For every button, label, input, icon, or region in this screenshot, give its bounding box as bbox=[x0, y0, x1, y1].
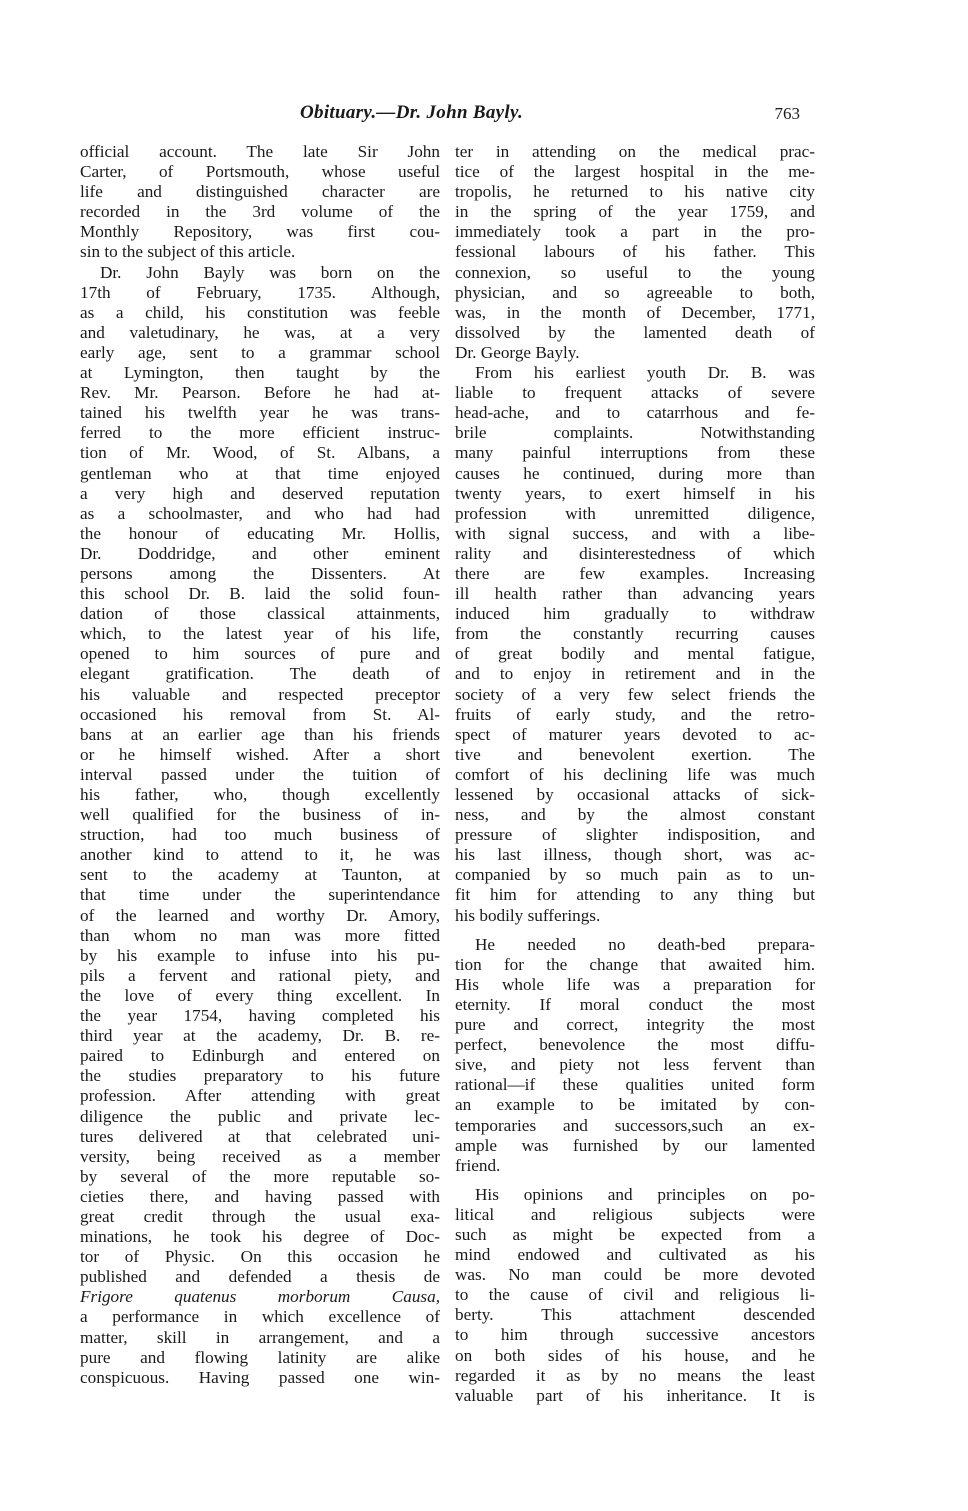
text-line: ferred to the more efficient instruc- bbox=[80, 423, 440, 443]
text-line: the love of every thing excellent. In bbox=[80, 985, 440, 1005]
text-line: his bodily sufferings. bbox=[455, 905, 601, 925]
text-line: the honour of educating Mr. Hollis, bbox=[80, 523, 440, 543]
text-line: many painful interruptions from these bbox=[455, 443, 815, 463]
text-line: interval passed under the tuition of bbox=[80, 764, 440, 784]
text-line: matter, skill in arrangement, and a bbox=[80, 1327, 440, 1347]
paragraph-gap bbox=[455, 926, 815, 935]
text-line: by his example to infuse into his pu- bbox=[80, 945, 440, 965]
text-line: friend. bbox=[455, 1155, 501, 1175]
text-line: 17th of February, 1735. Although, bbox=[80, 282, 440, 302]
text-line: litical and religious subjects were bbox=[455, 1204, 815, 1224]
text-line: paired to Edinburgh and entered on bbox=[80, 1046, 440, 1066]
text-line: of the learned and worthy Dr. Amory, bbox=[80, 905, 440, 925]
text-line: opened to him sources of pure and bbox=[80, 644, 440, 664]
text-line: lessened by occasional attacks of sick- bbox=[455, 785, 815, 804]
text-line: the year 1754, having completed his bbox=[80, 1006, 440, 1026]
text-line: tor of Physic. On this occasion he bbox=[80, 1247, 440, 1267]
text-line: official account. The late Sir John bbox=[80, 142, 440, 161]
text-line: pure and flowing latinity are alike bbox=[80, 1347, 440, 1367]
text-line: elegant gratification. The death of bbox=[80, 664, 440, 684]
text-line: the studies preparatory to his future bbox=[80, 1066, 440, 1086]
text-line: induced him gradually to withdraw bbox=[455, 604, 815, 624]
text-line: eternity. If moral conduct the most bbox=[455, 994, 815, 1014]
text-line: tropolis, he returned to his native city bbox=[455, 182, 815, 202]
text-line: ter in attending on the medical prac- bbox=[455, 142, 815, 161]
text-line: third year at the academy, Dr. B. re- bbox=[80, 1026, 440, 1046]
text-line: tion of Mr. Wood, of St. Albans, a bbox=[80, 443, 440, 463]
text-line: on both sides of his house, and he bbox=[455, 1345, 815, 1365]
text-line: immediately took a part in the pro- bbox=[455, 222, 815, 242]
text-line: as a child, his constitution was feeble bbox=[80, 302, 440, 322]
text-line: companied by so much pain as to un- bbox=[455, 865, 815, 885]
text-line: another kind to attend to it, he was bbox=[80, 845, 440, 865]
text-line: was. No man could be more devoted bbox=[455, 1265, 815, 1285]
text-line: by several of the more reputable so- bbox=[80, 1166, 440, 1186]
text-line: was, in the month of December, 1771, bbox=[455, 302, 815, 322]
text-line: brile complaints. Notwithstanding bbox=[455, 423, 815, 443]
text-line: life and distinguished character are bbox=[80, 182, 440, 202]
text-line: Frigore quatenus morborum Causa, bbox=[80, 1287, 440, 1307]
text-line: great credit through the usual exa- bbox=[80, 1206, 440, 1226]
text-line: his valuable and respected preceptor bbox=[80, 684, 440, 704]
left-column bbox=[80, 142, 440, 1388]
text-line: rational—if these qualities united form bbox=[455, 1075, 815, 1095]
page-number: 763 bbox=[774, 104, 800, 123]
text-line: twenty years, to exert himself in his bbox=[455, 483, 815, 503]
text-line: than whom no man was more fitted bbox=[80, 925, 440, 945]
text-line: fit him for attending to any thing but bbox=[455, 885, 815, 905]
text-line: ness, and by the almost constant bbox=[455, 805, 815, 825]
text-line: comfort of his declining life was much bbox=[455, 764, 815, 784]
text-line: fessional labours of his father. This bbox=[455, 242, 815, 262]
text-line: there are few examples. Increasing bbox=[455, 563, 815, 583]
text-line: dissolved by the lamented death of bbox=[455, 322, 815, 342]
text-line: sin to the subject of this article. bbox=[80, 242, 296, 262]
text-line: and to enjoy in retirement and in the bbox=[455, 664, 815, 684]
text-line: ample was furnished by our lamented bbox=[455, 1135, 815, 1155]
text-line: tures delivered at that celebrated uni- bbox=[80, 1126, 440, 1146]
text-line: From his earliest youth Dr. B. was bbox=[475, 363, 815, 383]
text-line: tice of the largest hospital in the me- bbox=[455, 162, 815, 182]
right-column bbox=[455, 142, 815, 1406]
text-line: causes he continued, during more than bbox=[455, 463, 815, 483]
text-line: mind endowed and cultivated as his bbox=[455, 1245, 815, 1265]
text-line: ill health rather than advancing years bbox=[455, 584, 815, 604]
text-line: at Lymington, then taught by the bbox=[80, 363, 440, 383]
text-line: spect of maturer years devoted to ac- bbox=[455, 724, 815, 744]
text-line: such as might be expected from a bbox=[455, 1224, 815, 1244]
text-line: berty. This attachment descended bbox=[455, 1305, 815, 1325]
text-line: that time under the superintendance bbox=[80, 885, 440, 905]
text-line: in the spring of the year 1759, and bbox=[455, 202, 815, 222]
text-line: Dr. George Bayly. bbox=[455, 342, 580, 362]
text-line: liable to frequent attacks of severe bbox=[455, 383, 815, 403]
text-line: or he himself wished. After a short bbox=[80, 744, 440, 764]
text-line: occasioned his removal from St. Al- bbox=[80, 704, 440, 724]
text-line: tive and benevolent exertion. The bbox=[455, 744, 815, 764]
text-line: bans at an earlier age than his friends bbox=[80, 724, 440, 744]
text-line: regarded it as by no means the least bbox=[455, 1365, 815, 1385]
text-line: recorded in the 3rd volume of the bbox=[80, 202, 440, 222]
text-line: Dr. John Bayly was born on the bbox=[100, 262, 440, 282]
text-line: his last illness, though short, was ac- bbox=[455, 845, 815, 865]
text-line: of great bodily and mental fatigue, bbox=[455, 644, 815, 664]
text-line: and valetudinary, he was, at a very bbox=[80, 322, 440, 342]
text-line: from the constantly recurring causes bbox=[455, 624, 815, 644]
text-line: conspicuous. Having passed one win- bbox=[80, 1367, 440, 1387]
text-line: well qualified for the business of in- bbox=[80, 805, 440, 825]
text-line: which, to the latest year of his life, bbox=[80, 624, 440, 644]
text-line: this school Dr. B. laid the solid foun- bbox=[80, 584, 440, 604]
text-line: with signal success, and with a libe- bbox=[455, 523, 815, 543]
text-line: to the cause of civil and religious li- bbox=[455, 1285, 815, 1305]
text-line: struction, had too much business of bbox=[80, 825, 440, 845]
text-line: to him through successive ancestors bbox=[455, 1325, 815, 1345]
text-line: sent to the academy at Taunton, at bbox=[80, 865, 440, 885]
article-title: Obituary.—Dr. John Bayly. bbox=[300, 102, 524, 123]
text-line: an example to be imitated by con- bbox=[455, 1095, 815, 1115]
text-line: tained his twelfth year he was trans- bbox=[80, 403, 440, 423]
text-line: cieties there, and having passed with bbox=[80, 1186, 440, 1206]
text-line: head-ache, and to catarrhous and fe- bbox=[455, 403, 815, 423]
text-line: diligence the public and private lec- bbox=[80, 1106, 440, 1126]
text-line: Dr. Doddridge, and other eminent bbox=[80, 543, 440, 563]
text-line: pure and correct, integrity the most bbox=[455, 1015, 815, 1035]
text-line: His opinions and principles on po- bbox=[475, 1184, 815, 1204]
text-line: profession with unremitted diligence, bbox=[455, 503, 815, 523]
text-line: minations, he took his degree of Doc- bbox=[80, 1227, 440, 1247]
running-header bbox=[240, 100, 800, 130]
text-line: persons among the Dissenters. At bbox=[80, 563, 440, 583]
text-line: His whole life was a preparation for bbox=[455, 974, 815, 994]
text-line: profession. After attending with great bbox=[80, 1086, 440, 1106]
text-line: He needed no death-bed prepara- bbox=[475, 934, 815, 954]
text-line: valuable part of his inheritance. It is bbox=[455, 1385, 815, 1405]
text-line: as a schoolmaster, and who had had bbox=[80, 503, 440, 523]
text-line: gentleman who at that time enjoyed bbox=[80, 463, 440, 483]
text-line: Monthly Repository, was first cou- bbox=[80, 222, 440, 242]
text-line: early age, sent to a grammar school bbox=[80, 342, 440, 362]
paragraph-gap bbox=[455, 1176, 815, 1185]
text-line: a performance in which excellence of bbox=[80, 1307, 440, 1327]
text-line: connexion, so useful to the young bbox=[455, 262, 815, 282]
text-line: temporaries and successors,such an ex- bbox=[455, 1115, 815, 1135]
text-line: versity, being received as a member bbox=[80, 1146, 440, 1166]
text-line: fruits of early study, and the retro- bbox=[455, 704, 815, 724]
text-line: pressure of slighter indisposition, and bbox=[455, 825, 815, 845]
text-line: rality and disinterestedness of which bbox=[455, 543, 815, 563]
text-line: published and defended a thesis de bbox=[80, 1267, 440, 1287]
text-line: pils a fervent and rational piety, and bbox=[80, 965, 440, 985]
text-line: dation of those classical attainments, bbox=[80, 604, 440, 624]
text-line: society of a very few select friends the bbox=[455, 684, 815, 704]
text-line: his father, who, though excellently bbox=[80, 785, 440, 804]
text-line: Carter, of Portsmouth, whose useful bbox=[80, 162, 440, 182]
text-line: a very high and deserved reputation bbox=[80, 483, 440, 503]
text-line: sive, and piety not less fervent than bbox=[455, 1055, 815, 1075]
text-line: Rev. Mr. Pearson. Before he had at- bbox=[80, 383, 440, 403]
text-line: physician, and so agreeable to both, bbox=[455, 282, 815, 302]
text-line: perfect, benevolence the most diffu- bbox=[455, 1035, 815, 1055]
text-line: tion for the change that awaited him. bbox=[455, 954, 815, 974]
